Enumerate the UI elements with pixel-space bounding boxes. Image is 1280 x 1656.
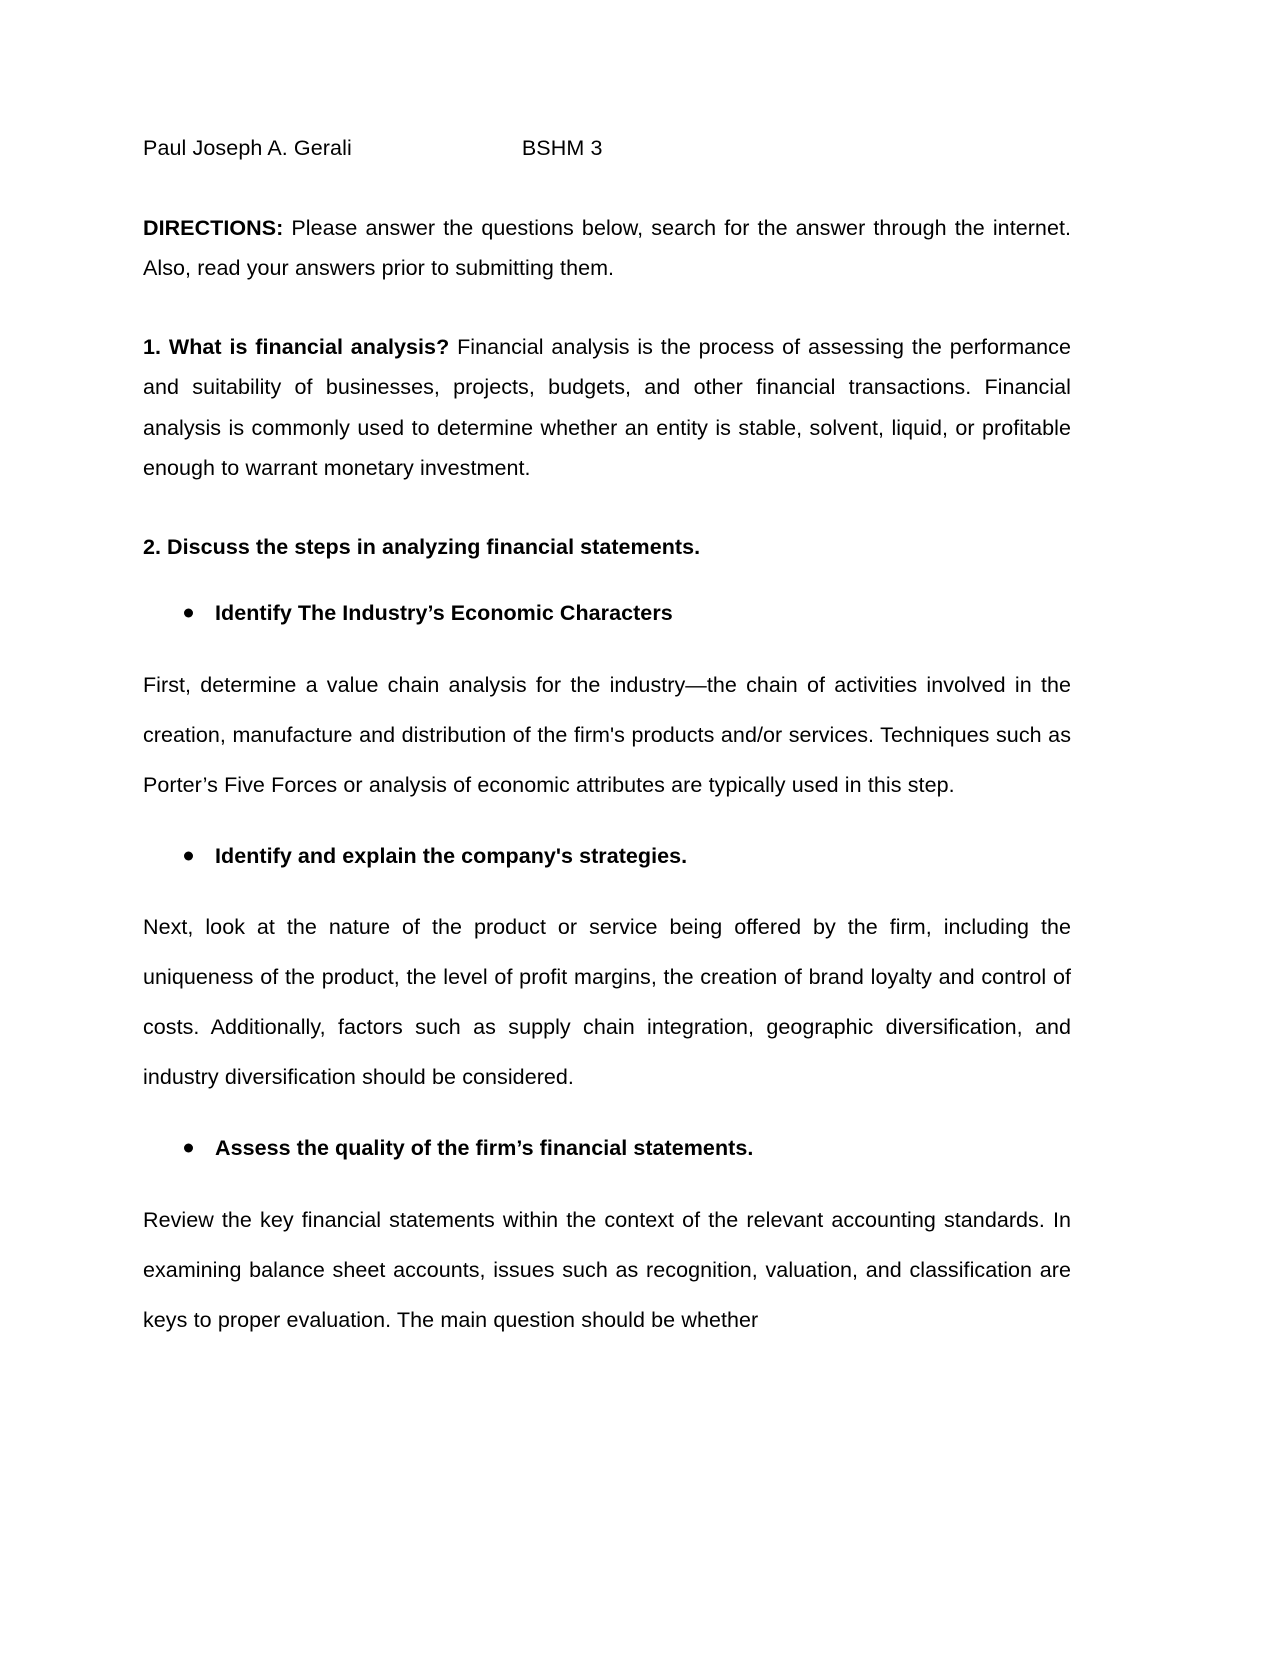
step-1-title: Identify The Industry’s Economic Characters <box>215 601 673 625</box>
directions-label: DIRECTIONS: <box>143 215 284 240</box>
step-1-paragraph: First, determine a value chain analysis for the industry—the chain of activities involved in the creation, manufacture and distribution of the firm's products and/or services. Techniques such as Porter’s Five Forces or analysis of economic attributes are typically used in this step. <box>143 672 1071 797</box>
step-3-paragraph: Review the key financial statements within the context of the relevant accounting standards. In examining balance sheet accounts, issues such as recognition, valuation, and classification are keys to proper evaluation. The main question should be whether <box>143 1207 1071 1332</box>
spacer <box>143 289 1071 327</box>
bullet-dot-icon <box>184 1144 193 1153</box>
step-2-paragraph: Next, look at the nature of the product or service being offered by the firm, including the uniqueness of the product, the level of profit margins, the creation of brand loyalty and control of costs. Additionally, factors such as supply chain integration, geographic diversification, and industry diversification should be considered. <box>143 915 1071 1089</box>
question-2-prompt: 2. Discuss the steps in analyzing financial statements. <box>143 534 701 559</box>
bullet-dot-icon <box>184 851 193 860</box>
question-1-prompt: 1. What is financial analysis? <box>143 334 450 359</box>
directions-text: Please answer the questions below, search for the answer through the internet. Also, read your answers prior to submitting them. <box>143 215 1071 280</box>
spacer <box>143 1169 1071 1195</box>
spacer <box>143 634 1071 660</box>
spacer <box>143 1102 1071 1128</box>
spacer <box>143 810 1071 836</box>
step-2-title: Identify and explain the company's strategies. <box>215 843 688 868</box>
question-1-answer: Financial analysis is the process of assessing the performance and suitability of businesses, projects, budgets, and other financial transactions. Financial analysis is commonly used to determine whether an entity is stable, solvent, liquid, or profitable enough to warrant monetary investment. <box>143 334 1071 480</box>
question-1-block <box>143 327 1071 489</box>
steps-list-3 <box>143 1128 1071 1169</box>
spacer <box>143 876 1071 902</box>
list-item <box>143 836 1071 877</box>
bullet-dot-icon <box>184 609 193 618</box>
student-section: BSHM 3 <box>521 136 603 160</box>
list-item <box>143 593 1071 634</box>
student-header <box>143 138 1071 160</box>
spacer <box>143 160 1071 208</box>
spacer <box>143 489 1071 527</box>
student-name: Paul Joseph A. Gerali <box>143 136 352 160</box>
spacer <box>143 567 1071 593</box>
step-3-title: Assess the quality of the firm’s financial statements. <box>215 1136 754 1160</box>
list-item <box>143 1128 1071 1169</box>
directions-paragraph <box>143 208 1071 289</box>
steps-list-2 <box>143 836 1071 877</box>
steps-list-1 <box>143 593 1071 634</box>
document-body <box>143 138 1071 1345</box>
